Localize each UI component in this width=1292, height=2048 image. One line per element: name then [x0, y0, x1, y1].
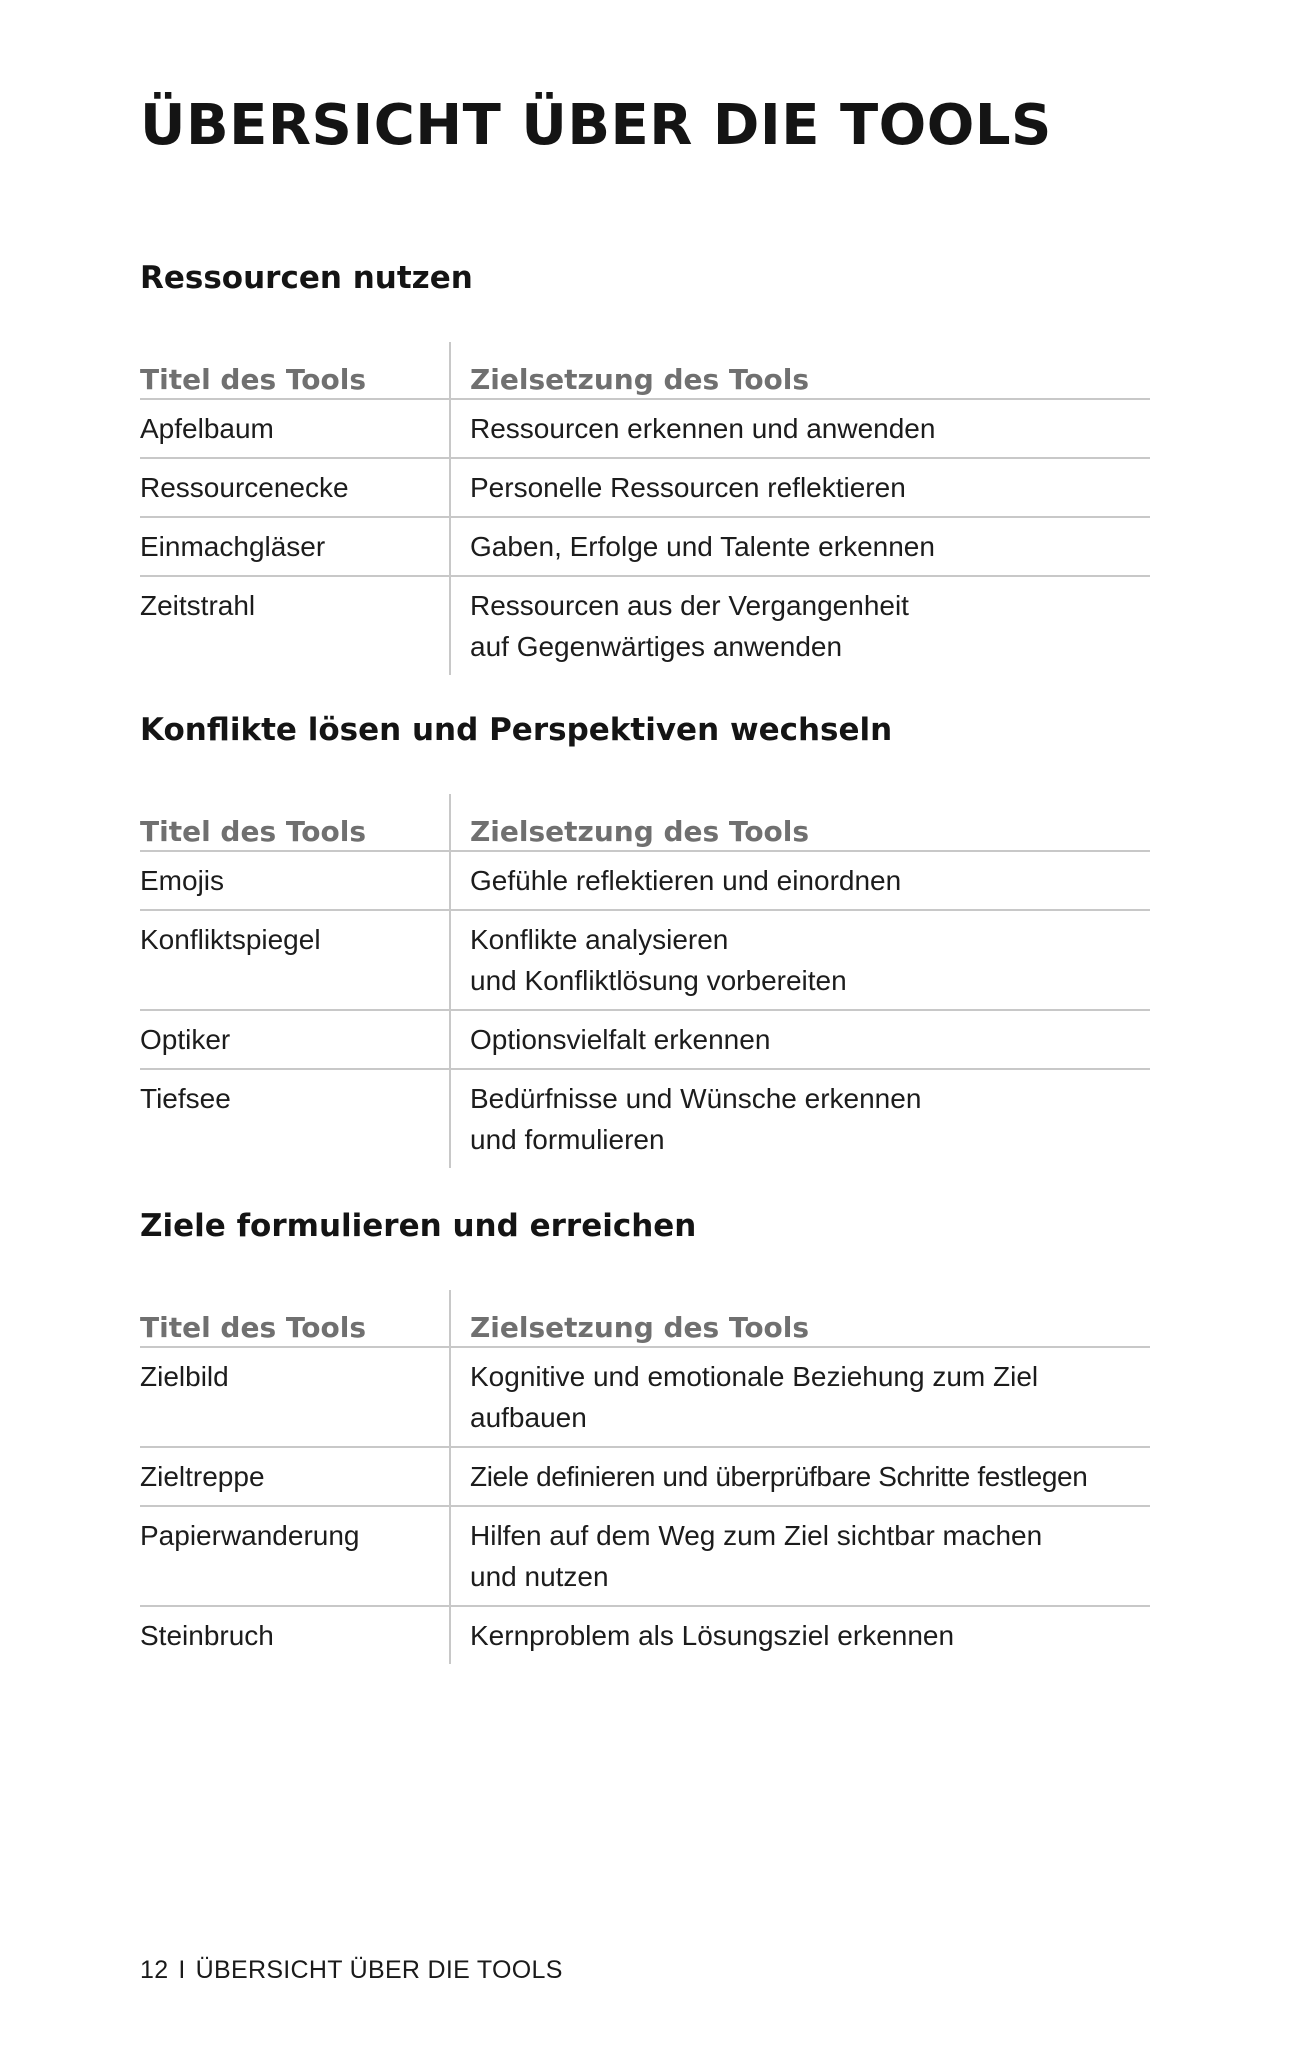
section-heading: Konflikte lösen und Perspektiven wechseln: [140, 712, 893, 748]
tool-goal-line: Personelle Ressourcen reflektieren: [470, 472, 906, 503]
section-ressourcen-nutzen: [140, 258, 1150, 675]
tool-title: Emojis: [140, 851, 450, 910]
column-header-title: Titel des Tools: [140, 342, 450, 399]
section-ziele-formulieren: [140, 1206, 1150, 1664]
table-row: [140, 458, 1150, 517]
table-header-row: [140, 794, 1150, 851]
column-header-title: Titel des Tools: [140, 794, 450, 851]
column-header-goal: Zielsetzung des Tools: [450, 794, 1150, 851]
tool-goal-line: Konflikte analysieren: [470, 924, 729, 955]
tool-goal: [450, 851, 1150, 910]
tool-goal-line: und Konfliktlösung vorbereiten: [470, 965, 847, 996]
table-row: [140, 1347, 1150, 1447]
tool-goal: [450, 1010, 1150, 1069]
tool-goal-line: Ressourcen erkennen und anwenden: [470, 413, 936, 444]
table-header-row: [140, 342, 1150, 399]
tool-title: Optiker: [140, 1010, 450, 1069]
tool-goal-line: Kognitive und emotionale Beziehung zum Ziel: [470, 1361, 1039, 1392]
tool-goal-line: Gefühle reflektieren und einordnen: [470, 865, 902, 896]
page-title: ÜBERSICHT ÜBER DIE TOOLS: [140, 93, 1052, 158]
table-row: [140, 517, 1150, 576]
table-row: [140, 1606, 1150, 1664]
column-header-title: Titel des Tools: [140, 1290, 450, 1347]
tool-goal: [450, 1069, 1150, 1168]
column-header-goal: Zielsetzung des Tools: [450, 1290, 1150, 1347]
table-row: [140, 910, 1150, 1010]
tool-title: Zielbild: [140, 1347, 450, 1447]
tool-goal: [450, 517, 1150, 576]
tool-goal-line: Ziele definieren und überprüfbare Schritte festlegen: [470, 1461, 1088, 1492]
tool-goal-line: Ressourcen aus der Vergangenheit: [470, 590, 909, 621]
section-konflikte-loesen: [140, 710, 1150, 1168]
tool-title: Zeitstrahl: [140, 590, 256, 621]
tool-goal-line: Kernproblem als Lösungsziel erkennen: [470, 1620, 955, 1651]
section-heading: Ressourcen nutzen: [140, 260, 473, 296]
table-row: [140, 851, 1150, 910]
tool-title: Einmachgläser: [140, 517, 450, 576]
tool-goal-line: Gaben, Erfolge und Talente erkennen: [470, 531, 935, 562]
tool-goal-line: Optionsvielfalt erkennen: [470, 1024, 771, 1055]
tool-goal-line: und formulieren: [470, 1124, 665, 1155]
tool-goal-line: und nutzen: [470, 1561, 609, 1592]
section-heading: Ziele formulieren und erreichen: [140, 1208, 697, 1244]
page-number: 12: [140, 1956, 169, 1984]
tools-table: [140, 342, 1150, 675]
table-header-row: [140, 1290, 1150, 1347]
table-row: [140, 1447, 1150, 1506]
tool-goal: [450, 1506, 1150, 1606]
tool-goal: [450, 576, 1150, 675]
tools-table: [140, 794, 1150, 1168]
tool-goal-line: auf Gegenwärtiges anwenden: [470, 631, 843, 662]
tool-title: Zieltreppe: [140, 1447, 450, 1506]
tool-title: Ressourcenecke: [140, 458, 450, 517]
tool-goal-line: Hilfen auf dem Weg zum Ziel sichtbar machen: [470, 1520, 1043, 1551]
running-title: ÜBERSICHT ÜBER DIE TOOLS: [195, 1956, 563, 1984]
table-row: [140, 1506, 1150, 1606]
footer-separator: I: [178, 1956, 186, 1984]
tool-title: Steinbruch: [140, 1620, 274, 1651]
tool-title: Konfliktspiegel: [140, 910, 450, 1010]
tool-title: Tiefsee: [140, 1083, 231, 1114]
tool-goal-line: Bedürfnisse und Wünsche erkennen: [470, 1083, 922, 1114]
tool-title: Apfelbaum: [140, 399, 450, 458]
tool-goal: [450, 458, 1150, 517]
page-footer: [140, 1956, 563, 1985]
table-row: [140, 399, 1150, 458]
table-row: [140, 1069, 1150, 1168]
tool-goal: [450, 1606, 1150, 1664]
table-row: [140, 1010, 1150, 1069]
tool-title: Papierwanderung: [140, 1506, 450, 1606]
tools-table: [140, 1290, 1150, 1664]
column-header-goal: Zielsetzung des Tools: [450, 342, 1150, 399]
tool-goal: [450, 1447, 1150, 1506]
tool-goal: [450, 910, 1150, 1010]
table-row: [140, 576, 1150, 675]
tool-goal-line: aufbauen: [470, 1402, 587, 1433]
tool-goal: [450, 399, 1150, 458]
tool-goal: [450, 1347, 1150, 1447]
